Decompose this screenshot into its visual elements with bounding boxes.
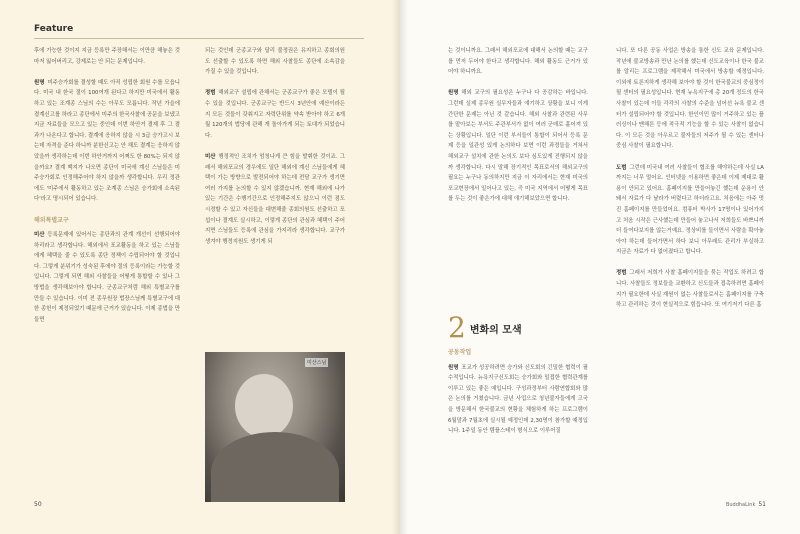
paragraph-text: 미주승가회를 결성할 때도 아직 성립한 회원 수를 모읍니다. 미국 내 한국 절이 100여개 된다고 하지만 미국에서 활동하고 있는 조계종 스님의 수는 아무도 모릅니다. 작년 가을에 결계신고를 하라고 종단에서 미주의 한국사찰에 공문을 보냈고 지금 자료들을 모으고 있는 중인데 이번 하안거 결제 후 그 결과가 나온다고 합니다. 결계에 응하지 않을 시 3급 승가고시 보는데 자격을 준다 하니까 분한신고는 안 해도 결계는 응하지 않았을까 생각하는데 이번 하안거까지 어쩌도 한 80%는 되지 않을까요? 결계 백지가 나오면 종단이 미국에 계신 스님들은 미주승가회로 인정해주어야 하지 않을까 생각합니다. 우리 정관에도 '미주에서 활동하고 있는 조계종 스님은 승가회에 소속된다'라고 명시되어 있습니다. xyxy=(34,79,180,203)
left-column-2 xyxy=(205,46,345,258)
page-number-left: 50 xyxy=(34,501,42,508)
photo-figure-head xyxy=(235,374,293,438)
paragraph xyxy=(205,88,345,141)
page-number: 51 xyxy=(758,501,766,508)
speaker-name: 정범 xyxy=(205,90,216,97)
speaker-name: 원명 xyxy=(448,364,459,371)
right-column-1 xyxy=(448,46,588,216)
paragraph-text: 해외 교구의 필요성은 누구나 다 공감하는 바입니다. 그런데 실제 종무원 실무자들과 얘기하고 상황을 보니 이게 간단한 문제는 아닌 것 같습니다. 해외 사찰과 관련된 사무를 맡아보는 부서도 주관부서가 없이 여러 군데로 흩어져 있는 상황입니다. 일단 이런 부서들이 통합이 되어서 등록 문제 등을 일관성 있게 논의하다 보면 이런 과정들을 거쳐서 해외교구 설치에 관한 논의도 보다 심도있게 진행되지 않을까 생각합니다. 다시 말해 장기적인 목표로서의 해외교구의 필요는 누구나 동의하지만 지금 이 자리에서는 현재 미국의 포교현장에서 일어나고 있는, 즉 미국 지역에서 어떻게 목표를 두는 것이 좋은가에 대해 얘기해보았으면 합니다. xyxy=(448,90,588,203)
paragraph-text: 는 것이니까요. 그래서 해외포교에 대해서 논의할 때는 교구를 먼저 두어야 한다고 생각합니다. 해외 활동도 근거가 있어야 하니까요. xyxy=(448,48,588,76)
section-2-body xyxy=(448,348,588,437)
header-rule xyxy=(34,38,364,39)
speaker-name: 미산 xyxy=(205,153,216,160)
paragraph xyxy=(205,152,345,247)
paragraph-text: 니다. 또 다른 공동 사업은 방송을 통한 신도 교육 문제입니다. 작년에 불교방송과 만난 논의를 했는데 신도교육이나 한국 불교를 알리는 프로그램을 제작해서 미국에서 방송할 예정입니다. 이외에 토론지하게 생각해 보아야 할 것이 한국불교의 중심정이 될 센터의 필요성입니다. 현재 뉴욕지구에 총 20개 정도의 한국 사찰이 있는데 이들 각각의 사찰의 수준을 넘어선 뉴욕 불교 센터가 설립되어야 할 것입니다. 한인이민 많이 거주하고 있는 플러싱이나 맨해튼 등에 적극적 기능을 할 수 있는 사찰이 없습니다. 이 모든 것을 아우르고 불자들의 저주가 될 수 있는 센터나 중심 사찰이 필요합니다. xyxy=(616,48,764,150)
monk-photo xyxy=(205,352,345,502)
section-2-heading xyxy=(448,311,588,447)
paragraph xyxy=(34,216,180,326)
photo-figure-body xyxy=(211,432,339,502)
left-column-1 xyxy=(34,46,180,336)
section-label: Feature xyxy=(34,24,74,34)
speaker-name: 미산 xyxy=(34,232,45,239)
subheading: 공동작업 xyxy=(448,349,472,356)
paragraph-text: 그래서 저희가 사찰 홈페이지들을 묶는 작업도 하려고 합니다. 사찰들도 정보들을 교환하고 신도들과 접촉하려면 홈페이지가 필요한데 사실 재원이 없는 사찰들로서는 홈페이지를 구축하고 관리하는 것이 현실적으로 힘듭니다. 또 여기저기 다른 홈 xyxy=(616,270,764,309)
section-number: 2 xyxy=(448,311,466,344)
paragraph-text: 행정적인 조치가 엄청나게 큰 힘을 발휘한 것이죠. 그래서 해외포교의 경우에도 일단 해외에 계신 스님들에게 혜택이 가는 방향으로 발전되어야 하는데 전담 교구가 생기면 여러 가지를 논의할 수 있지 않겠습니까. 현재 해외에 나가 있는 기간은 수행기간으로 인정해주지도 않으니 이런 점도 시정할 수 있고 자신들을 대변해줄 종회의원도 선출하고 포섭이나 결계도 실시하고, 이렇게 종단의 관심과 혜택이 주어지면 스님들도 등록에 관심을 가지리라 생각합니다. 교구가 생겨야 행정지원도 생기게 되 xyxy=(205,153,345,245)
section-title: 변화의 모색 xyxy=(469,324,522,336)
paragraph xyxy=(616,163,764,258)
paragraph-text: 등록문제에 있어서는 종단과의 관계 개선이 선행되어야 하리라고 생각합니다. 해외에서 포교활동을 하고 있는 스님들에게 혜택을 줄 수 있도록 종단 정책이 수립되어야 할 것입니다. 그렇게 분위기가 성숙된 후에야 절의 등록이라는 가능할 것입니다. 그렇게 되면 해외 사찰들을 어떻게 통합할 수 있나 그 방법을 생각해보아야 합니다. 군종교구처럼 해외 특별교구를 만들 수 있습니다. 이미 전 종무원장 법장스님께 특별교구에 대한 종헌이 제정되었기 때문에 근거가 있습니다. 이제 종법을 만들면 xyxy=(34,232,180,323)
paragraph xyxy=(34,46,180,67)
paragraph-text: 해외교구 설립에 관해서는 군종교구가 좋은 모델이 될 수 있을 것입니다. 군종교구는 반드시 3년안에 예산이라든지 모든 것들이 갖춰지고 자력단위를 약속 받아야 하고 6개월 120개의 법당에 관해 개 돌아가게 되는 토대가 되었습니다. xyxy=(205,90,345,139)
paragraph xyxy=(34,78,180,205)
paragraph xyxy=(205,46,345,78)
paragraph-text: 그런데 미국내 여러 사찰들이 협조를 해야하는데 사실 LA까지는 너무 멀어요. 인터넷을 이용하면 좋은데 이제 제대로 활용이 안되고 있어요. 홈페이지를 만들어놓긴 했는데 운용이 안돼서 자료가 다 날라가 버렸다고 하더라고요. 처음에는 아주 멋진 홈페이지를 만들었어요. 컴퓨터 박사가 17명이나 있어가지고 처음 시작은 근사했는데 만들어 놓고나서 저희들도 바쁘니까 더 들여다보지를 않는거예요. 정상비를 들이면서 사람을 확아놓아야 하는데 들어가면서 하다 보니 아무래도 관리가 부실하고 지금은 자료가 다 없어졌다고 합니다. xyxy=(616,164,764,256)
speaker-name: 원명 xyxy=(34,79,45,86)
speaker-name: 도범 xyxy=(616,164,627,171)
speaker-name: 원명 xyxy=(448,90,459,97)
paragraph xyxy=(448,46,588,78)
paragraph xyxy=(448,363,588,437)
paragraph xyxy=(616,268,764,310)
speaker-name: 정범 xyxy=(616,270,627,277)
paragraph-text: 후에 가능한 것이지 지금 등록만 주장해서는 이만큼 해놓은 것 마저 잃어버리고, 강제로는 안 되는 문제입니다. xyxy=(34,48,180,65)
paragraph xyxy=(616,46,764,152)
magazine-name: BuddhaLink xyxy=(725,502,756,508)
paragraph-text: 되는 것인데 군종교구와 달리 불정권은 유지하고 종회의원도 선출할 수 있도록 하면 해외 사찰들도 종단에 소속감을 가질 수 있을 것입니다. xyxy=(205,48,345,76)
photo-caption: 미산스님 xyxy=(307,360,327,366)
paragraph xyxy=(448,88,588,205)
page-number-right xyxy=(726,501,766,508)
page-gutter xyxy=(392,0,408,534)
right-column-2 xyxy=(616,46,764,321)
subheading: 해외특별교구 xyxy=(34,216,69,224)
paragraph-text: 포교가 성공하려면 승가와 신도회의 긴밀한 협력이 필수적입니다. 뉴욕지구신도회는 승가회와 밀접한 협력관계를 이루고 있는 좋은 예입니다. 구성과정부터 사람연합회와 많은 논의를 거쳤습니다. 금년 사업으로 청년불자들에게 고국을 방문해서 한국불교의 현황을 체험하게 하는 프로그램이 6월말과 7월초에 실시될 예정인데 2,30명이 참가할 예정입니다. 1주일 동안 템플스테이 형식으로 이루어질 xyxy=(448,364,588,435)
